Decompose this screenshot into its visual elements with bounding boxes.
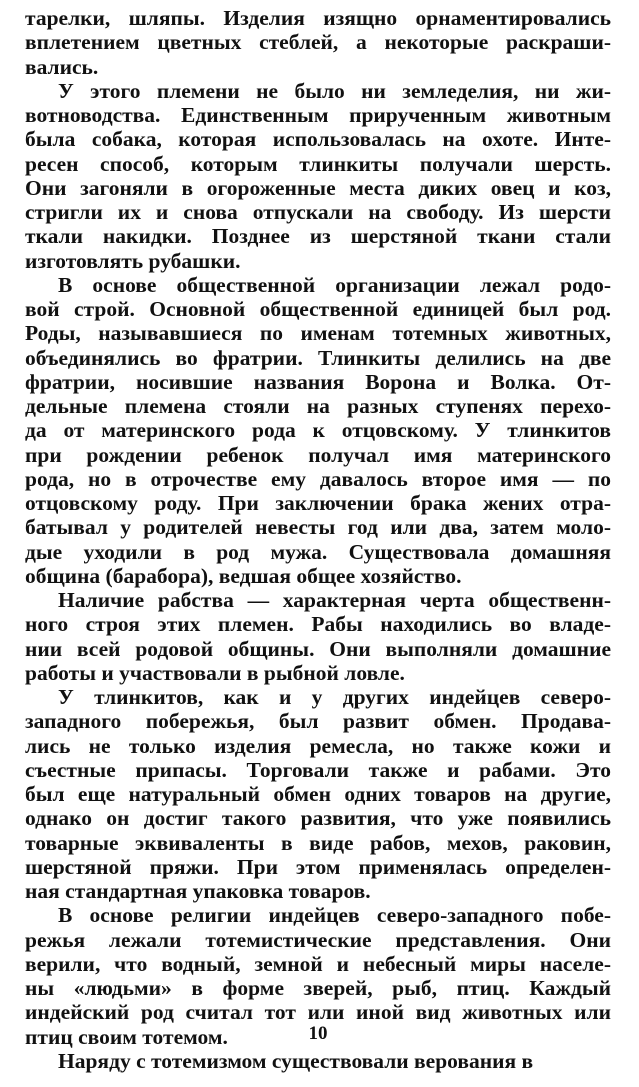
text-line: ная стандартная упаковка товаров. <box>25 879 371 903</box>
text-line: вотноводства. Единственным прирученным животным <box>25 103 611 127</box>
text-line: вой строй. Основной общественной единицей был род. <box>25 297 611 321</box>
page-number: 10 <box>308 1023 328 1044</box>
text-line: была собака, которая использовалась на охоте. Инте- <box>25 127 611 152</box>
text-line: В основе религии индейцев северо-западного побе- <box>58 903 611 928</box>
text-line: У тлинкитов, как и у других индейцев северо- <box>58 685 611 709</box>
text-line: индейский род считал тот или иной вид животных или <box>25 1000 611 1025</box>
text-line: Наряду с тотемизмом существовали верования в <box>58 1048 534 1073</box>
text-line: Наличие рабства — характерная черта общественн- <box>58 588 611 612</box>
text-line: тарелки, шляпы. Изделия изящно орнаментировались <box>25 6 611 30</box>
text-line: В основе общественной организации лежал родо- <box>58 272 611 297</box>
text-line: ресен способ, которым тлинкиты получали шерсть. <box>25 151 611 176</box>
text-line: работы и участвовали в рыбной ловле. <box>25 660 405 685</box>
text-line: изготовлять рубашки. <box>25 248 241 273</box>
paragraph <box>25 1049 611 1073</box>
text-line: птиц своим тотемом. <box>25 1024 228 1049</box>
text-line: фратрии, носившие названия Ворона и Волка. От- <box>25 369 611 394</box>
text-line: Роды, называвшиеся по именам тотемных животных, <box>25 321 611 346</box>
paragraph <box>25 685 611 903</box>
text-line: вплетением цветных стеблей, а некоторые раскраши- <box>25 30 611 55</box>
book-page <box>25 6 611 1081</box>
text-line: был еще натуральный обмен одних товаров на другие, <box>25 782 611 806</box>
text-line: западного побережья, был развит обмен. Продава- <box>25 709 611 734</box>
text-line: отцовскому роду. При заключении брака жених отра- <box>25 491 611 515</box>
text-line: ткали накидки. Позднее из шерстяной ткани стали <box>25 224 611 249</box>
text-line: верили, что водный, земной и небесный миры населе- <box>25 951 611 976</box>
text-line: съестные припасы. Торговали также и рабами. Это <box>25 757 611 782</box>
text-line: Они загоняли в огороженные места диких овец и коз, <box>25 175 611 200</box>
text-line: да от материнского рода к отцовскому. У тлинкитов <box>25 418 611 443</box>
text-line: У этого племени не было ни земледелия, ни жи- <box>58 78 611 103</box>
text-line: режья лежали тотемистические представления. Они <box>25 927 611 952</box>
text-line: лись не только изделия ремесла, но также кожи и <box>25 733 611 758</box>
text-line: батывал у родителей невесты год или два, затем моло- <box>25 515 611 540</box>
text-line: объединялись во фратрии. Тлинкиты делились на две <box>25 345 611 370</box>
text-line: ны «людьми» в форме зверей, рыб, птиц. Каждый <box>25 976 611 1000</box>
paragraph <box>25 79 611 273</box>
text-line: однако он достиг такого развития, что уже появились <box>25 806 611 831</box>
paragraph <box>25 588 611 685</box>
text-line: стригли их и снова отпускали на свободу. Из шерсти <box>25 200 611 224</box>
text-line: вались. <box>25 54 99 79</box>
text-line: дельные племена стояли на разных ступенях перехо- <box>25 394 611 418</box>
text-line: товарные эквиваленты в виде рабов, мехов, раковин, <box>25 830 611 855</box>
text-line: шерстяной пряжи. При этом применялась определен- <box>25 854 611 879</box>
text-line: община (барабора), ведшая общее хозяйство. <box>25 563 462 588</box>
paragraph <box>25 273 611 588</box>
paragraph <box>25 6 611 79</box>
text-line: при рождении ребенок получал имя материнского <box>25 442 611 467</box>
text-line: рода, но в отрочестве ему давалось второе имя — по <box>25 466 611 491</box>
text-line: ного строя этих племен. Рабы находились во владе- <box>25 612 611 637</box>
text-line: нии всей родовой общины. Они выполняли домашние <box>25 636 611 661</box>
text-line: дые уходили в род мужа. Существовала домашняя <box>25 539 611 564</box>
body-text <box>25 6 611 1073</box>
